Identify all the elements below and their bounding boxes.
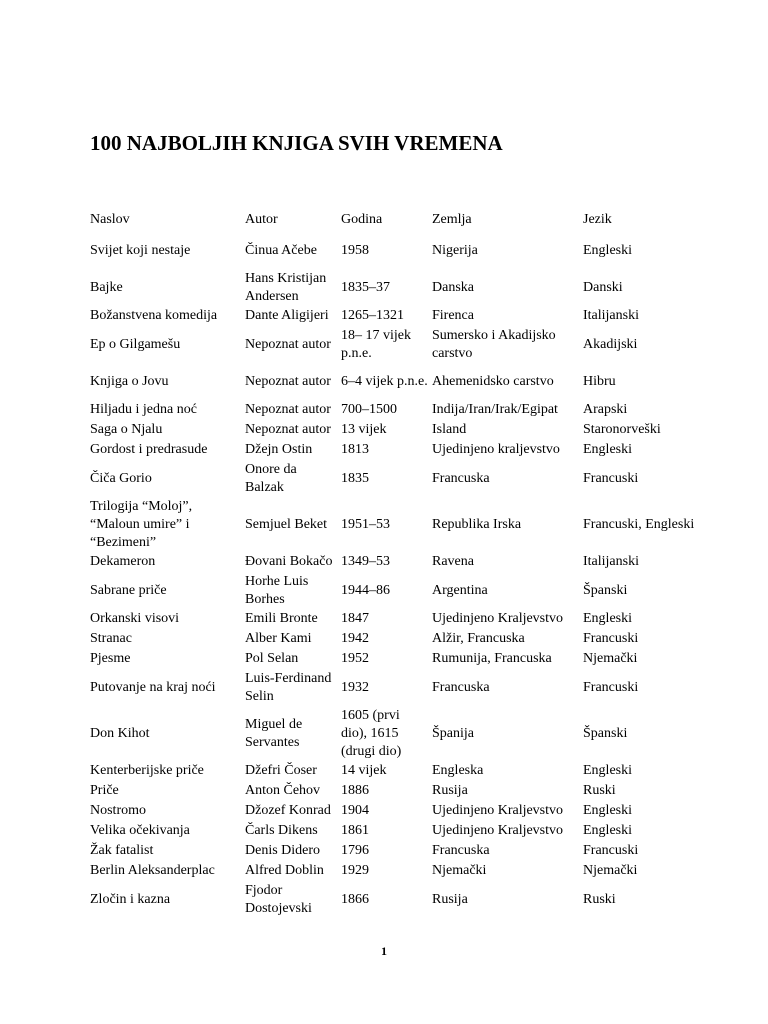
cell-title: Pjesme xyxy=(90,650,131,666)
cell-country: Rumunija, Francuska xyxy=(432,650,552,666)
column-header-title: Naslov xyxy=(90,212,130,227)
cell-title: Hiljadu i jedna noć xyxy=(90,401,197,417)
table-row xyxy=(88,420,764,440)
table-row xyxy=(88,649,764,669)
column-header-country: Zemlja xyxy=(432,212,472,227)
table-row xyxy=(88,400,764,420)
cell-title: Nostromo xyxy=(90,802,146,818)
cell-language: Akadijski xyxy=(583,336,638,352)
cell-title: Svijet koji nestaje xyxy=(90,242,191,258)
cell-language: Njemački xyxy=(583,862,638,878)
cell-country: Indija/Iran/Irak/Egipat xyxy=(432,401,558,417)
cell-language: Španski xyxy=(583,725,628,741)
cell-language: Engleski xyxy=(583,762,632,778)
cell-year: 1951–53 xyxy=(341,516,390,532)
cell-year: 1861 xyxy=(341,822,369,838)
books-table xyxy=(88,208,764,918)
cell-country: Alžir, Francuska xyxy=(432,630,525,646)
cell-language: Engleski xyxy=(583,822,632,838)
cell-title: Sabrane priče xyxy=(90,582,167,598)
cell-title: Knjiga o Jovu xyxy=(90,373,169,389)
cell-country: Francuska xyxy=(432,679,490,695)
cell-language: Staronorveški xyxy=(583,421,661,437)
cell-language: Hibru xyxy=(583,373,616,389)
table-row xyxy=(88,460,764,497)
cell-title: Ep o Gilgamešu xyxy=(90,336,181,352)
cell-year: 1942 xyxy=(341,630,369,646)
cell-country: Ujedinjeno kraljevstvo xyxy=(432,441,560,457)
cell-title: Saga o Njalu xyxy=(90,421,163,437)
cell-country: Sumersko i Akadijsko carstvo xyxy=(432,327,556,361)
cell-title: Gordost i predrasude xyxy=(90,441,208,457)
cell-country: Nigerija xyxy=(432,242,478,258)
cell-language: Engleski xyxy=(583,802,632,818)
cell-country: Ujedinjeno Kraljevstvo xyxy=(432,822,564,838)
cell-author: Semjuel Beket xyxy=(245,516,328,532)
column-header-year: Godina xyxy=(341,212,383,227)
cell-author: Dante Aligijeri xyxy=(245,307,329,323)
cell-title: Kenterberijske priče xyxy=(90,762,204,778)
cell-year: 700–1500 xyxy=(341,401,397,417)
table-row xyxy=(88,232,764,269)
cell-year: 1835 xyxy=(341,470,369,486)
table-row xyxy=(88,761,764,781)
cell-year: 1349–53 xyxy=(341,553,390,569)
table-row xyxy=(88,363,764,400)
cell-country: Engleska xyxy=(432,762,484,778)
cell-title: Čiča Gorio xyxy=(90,470,152,486)
cell-year: 1958 xyxy=(341,242,369,258)
cell-year: 1952 xyxy=(341,650,369,666)
cell-title: Bajke xyxy=(90,279,123,295)
table-row xyxy=(88,841,764,861)
table-row xyxy=(88,781,764,801)
cell-year: 1944–86 xyxy=(341,582,390,598)
cell-author: Nepoznat autor xyxy=(245,401,331,417)
cell-country: Francuska xyxy=(432,470,490,486)
table-row xyxy=(88,881,764,918)
cell-year: 1813 xyxy=(341,441,369,457)
table-row xyxy=(88,326,764,363)
cell-language: Engleski xyxy=(583,242,632,258)
cell-author: Džejn Ostin xyxy=(245,441,313,457)
cell-title: Orkanski visovi xyxy=(90,610,180,626)
cell-year: 1847 xyxy=(341,610,369,626)
cell-country: Njemački xyxy=(432,862,487,878)
table-row xyxy=(88,440,764,460)
cell-author: Horhe Luis Borhes xyxy=(245,573,309,607)
cell-language: Francuski xyxy=(583,842,639,858)
cell-language: Ruski xyxy=(583,891,616,907)
table-row xyxy=(88,552,764,572)
cell-year: 1265–1321 xyxy=(341,307,404,323)
cell-year: 1796 xyxy=(341,842,369,858)
table-row xyxy=(88,706,764,761)
cell-title: Putovanje na kraj noći xyxy=(90,679,216,695)
column-header-language: Jezik xyxy=(583,212,612,227)
cell-title: Don Kihot xyxy=(90,725,150,741)
cell-year: 1904 xyxy=(341,802,369,818)
cell-title: Zločin i kazna xyxy=(90,891,171,907)
cell-country: Argentina xyxy=(432,582,488,598)
table-row xyxy=(88,497,764,552)
cell-author: Emili Bronte xyxy=(245,610,318,626)
cell-country: Rusija xyxy=(432,782,468,798)
page-number: 1 xyxy=(381,944,387,958)
cell-author: Alfred Doblin xyxy=(245,862,324,878)
cell-country: Rusija xyxy=(432,891,468,907)
table-row xyxy=(88,801,764,821)
cell-year: 1835–37 xyxy=(341,279,390,295)
table-row xyxy=(88,609,764,629)
cell-language: Engleski xyxy=(583,441,632,457)
cell-country: Španija xyxy=(432,725,474,741)
cell-author: Denis Didero xyxy=(245,842,321,858)
cell-author: Onore da Balzak xyxy=(245,461,297,495)
cell-title: Stranac xyxy=(90,630,132,646)
table-row xyxy=(88,269,764,306)
cell-author: Miguel de Servantes xyxy=(245,716,303,750)
cell-language: Ruski xyxy=(583,782,616,798)
cell-title: Velika očekivanja xyxy=(90,822,190,838)
cell-language: Arapski xyxy=(583,401,628,417)
cell-year: 13 vijek xyxy=(341,421,387,437)
cell-title: Priče xyxy=(90,782,119,798)
cell-country: Firenca xyxy=(432,307,474,323)
cell-language: Francuski, Engleski xyxy=(583,516,695,532)
cell-title: Trilogija “Moloj”, “Maloun umire” i “Bezimeni” xyxy=(90,498,193,550)
table-row xyxy=(88,572,764,609)
cell-title: Žak fatalist xyxy=(90,842,154,858)
table-row xyxy=(88,669,764,706)
cell-year: 1866 xyxy=(341,891,369,907)
cell-title: Dekameron xyxy=(90,553,156,569)
cell-title: Berlin Aleksanderplac xyxy=(90,862,215,878)
cell-author: Alber Kami xyxy=(245,630,312,646)
cell-country: Ujedinjeno Kraljevstvo xyxy=(432,610,564,626)
cell-language: Njemački xyxy=(583,650,638,666)
table-row xyxy=(88,861,764,881)
cell-country: Ujedinjeno Kraljevstvo xyxy=(432,802,564,818)
cell-language: Francuski xyxy=(583,630,639,646)
table-header-row xyxy=(88,208,764,232)
cell-author: Nepoznat autor xyxy=(245,421,331,437)
cell-language: Francuski xyxy=(583,470,639,486)
cell-year: 18– 17 vijek p.n.e. xyxy=(341,327,411,361)
table-row xyxy=(88,821,764,841)
cell-country: Francuska xyxy=(432,842,490,858)
cell-author: Anton Čehov xyxy=(245,782,321,798)
cell-author: Džozef Konrad xyxy=(245,802,331,818)
cell-author: Činua Ačebe xyxy=(245,242,317,258)
cell-country: Ravena xyxy=(432,553,474,569)
cell-language: Španski xyxy=(583,582,628,598)
cell-country: Ahemenidsko carstvo xyxy=(432,373,554,389)
cell-author: Luis-Ferdinand Selin xyxy=(245,670,332,704)
column-header-author: Autor xyxy=(245,212,278,227)
cell-author: Džefri Čoser xyxy=(245,762,317,778)
cell-author: Čarls Dikens xyxy=(245,822,318,838)
cell-language: Italijanski xyxy=(583,307,639,323)
cell-language: Francuski xyxy=(583,679,639,695)
cell-author: Nepoznat autor xyxy=(245,336,331,352)
cell-language: Danski xyxy=(583,279,623,295)
cell-year: 6–4 vijek p.n.e. xyxy=(341,373,428,389)
cell-author: Đovani Bokačo xyxy=(245,553,333,569)
cell-country: Island xyxy=(432,421,467,437)
cell-author: Fjodor Dostojevski xyxy=(245,882,312,916)
cell-language: Italijanski xyxy=(583,553,639,569)
cell-language: Engleski xyxy=(583,610,632,626)
cell-year: 1605 (prvi dio), 1615 (drugi dio) xyxy=(341,707,402,759)
table-row xyxy=(88,306,764,326)
cell-country: Danska xyxy=(432,279,474,295)
document-title: 100 NAJBOLJIH KNJIGA SVIH VREMENA xyxy=(90,131,503,155)
cell-author: Nepoznat autor xyxy=(245,373,331,389)
cell-year: 1932 xyxy=(341,679,369,695)
cell-author: Hans Kristijan Andersen xyxy=(245,270,327,304)
cell-title: Božanstvena komedija xyxy=(90,307,218,323)
cell-author: Pol Selan xyxy=(245,650,299,666)
cell-country: Republika Irska xyxy=(432,516,522,532)
cell-year: 1886 xyxy=(341,782,369,798)
cell-year: 1929 xyxy=(341,862,369,878)
table-row xyxy=(88,629,764,649)
cell-year: 14 vijek xyxy=(341,762,387,778)
